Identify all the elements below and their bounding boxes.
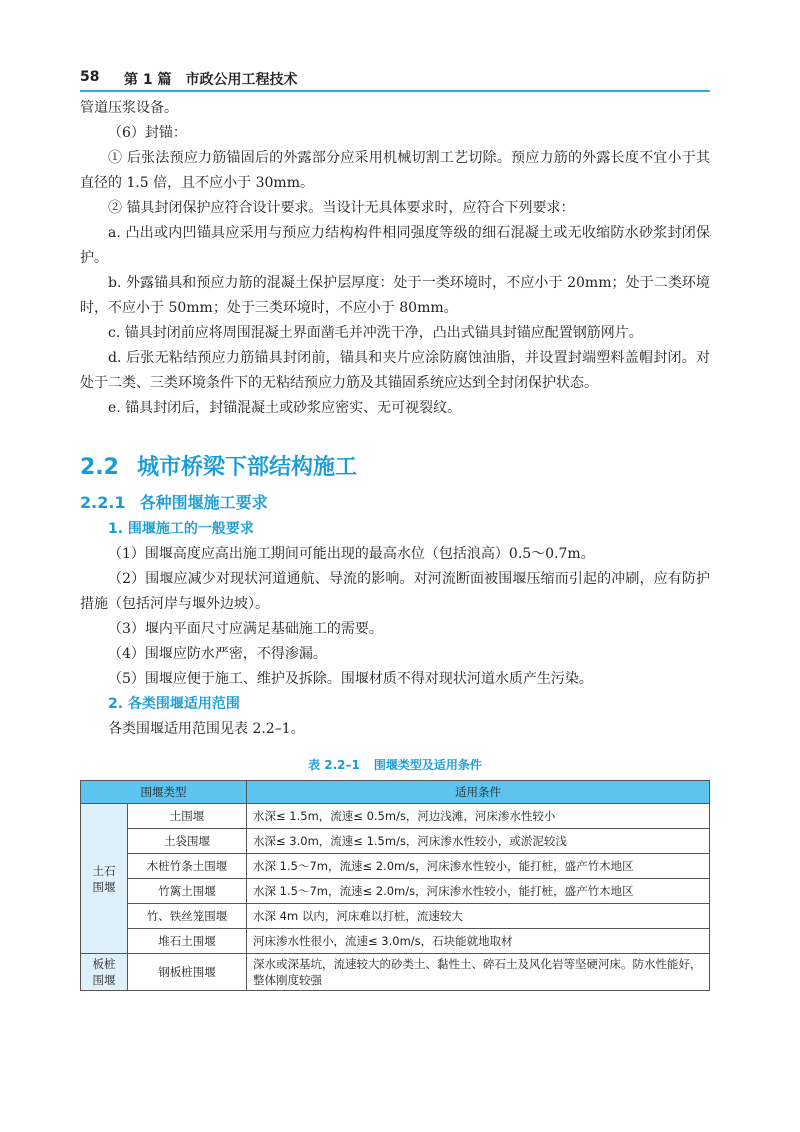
page-number: 58 [80,69,100,85]
table-row [81,804,710,829]
paragraph: （6）封锚： [108,125,187,141]
table-intro: 各类围堰适用范围见表 2.2–1。 [108,721,305,737]
table-row [81,929,710,954]
section-number: 2.2 [80,455,119,480]
condition-cell: 水深 1.5～7m，流速≤ 2.0m/s，河床渗水性较小，能打桩，盛产竹木地区 [247,854,710,879]
table-row [81,954,710,991]
type-cell: 堆石土围堰 [128,929,247,954]
heading-application-scope: 2. 各类围堰适用范围 [108,696,240,712]
requirement-item: （2）围堰应减少对现状河道通航、导流的影响。对河流断面被围堰压缩而引起的冲刷，应有防护措施（包括河岸与堰外边坡）。 [80,571,710,612]
condition-cell: 水深 1.5～7m，流速≤ 2.0m/s，河床渗水性较小，能打桩，盛产竹木地区 [247,879,710,904]
condition-cell: 水深≤ 3.0m，流速≤ 1.5m/s，河床渗水性较小，或淤泥较浅 [247,829,710,854]
table-row [81,854,710,879]
table-caption [80,754,710,776]
type-cell: 钢板桩围堰 [128,954,247,991]
subsection-number: 2.2.1 [80,493,126,512]
type-cell: 木桩竹条土围堰 [128,854,247,879]
column-header-conditions: 适用条件 [247,781,710,804]
requirement-item: （1）围堰高度应高出施工期间可能出现的最高水位（包括浪高）0.5～0.7m。 [108,546,595,562]
part-title: 第 1 篇 市政公用工程技术 [124,72,298,88]
requirement-item: （3）堰内平面尺寸应满足基础施工的需要。 [108,621,383,637]
type-cell: 土围堰 [128,804,247,829]
requirement-item: （5）围堰应便于施工、维护及拆除。围堰材质不得对现状河道水质产生污染。 [108,671,593,687]
column-header-type: 围堰类型 [81,781,247,804]
subsection-heading [80,489,710,517]
paragraph: e. 锚具封闭后，封锚混凝土或砂浆应密实、无可视裂纹。 [108,400,462,416]
condition-cell: 深水或深基坑，流速较大的砂类土、黏性土、碎石土及风化岩等坚硬河床。防水性能好，整体刚度较强 [247,954,710,991]
condition-cell: 河床渗水性很小，流速≤ 3.0m/s，石块能就地取材 [247,929,710,954]
page-content [80,96,710,991]
condition-cell: 水深 4m 以内，河床难以打桩，流速较大 [247,904,710,929]
table-row [81,829,710,854]
section-title: 城市桥梁下部结构施工 [136,455,357,480]
table-number: 表 2.2–1 [308,758,360,772]
paragraph: ① 后张法预应力筋锚固后的外露部分应采用机械切割工艺切除。预应力筋的外露长度不宜小于其直径的 1.5 倍，且不应小于 30mm。 [80,150,710,191]
paragraph: b. 外露锚具和预应力筋的混凝土保护层厚度：处于一类环境时，不应小于 20mm；处于二类环境时，不应小于 50mm；处于三类环境时，不应小于 80mm。 [80,275,710,316]
table-title: 围堰类型及适用条件 [373,758,482,772]
paragraph: d. 后张无粘结预应力筋锚具封闭前，锚具和夹片应涂防腐蚀油脂，并设置封端塑料盖帽封闭。对处于二类、三类环境条件下的无粘结预应力筋及其锚固系统应达到全封闭保护状态。 [80,350,710,391]
type-cell: 竹、铁丝笼围堰 [128,904,247,929]
type-cell: 竹篱土围堰 [128,879,247,904]
subsection-title: 各种围堰施工要求 [139,493,268,512]
type-cell: 土袋围堰 [128,829,247,854]
page-header [80,66,710,90]
section-heading [80,451,710,485]
category-cell: 板桩围堰 [81,954,128,991]
paragraph: ② 锚具封闭保护应符合设计要求。当设计无具体要求时，应符合下列要求： [108,200,575,216]
paragraph: a. 凸出或内凹锚具应采用与预应力结构构件相同强度等级的细石混凝土或无收缩防水砂浆封闭保护。 [80,225,710,266]
condition-cell: 水深≤ 1.5m，流速≤ 0.5m/s，河边浅滩，河床渗水性较小 [247,804,710,829]
heading-general-requirements: 1. 围堰施工的一般要求 [108,521,254,537]
requirement-item: （4）围堰应防水严密，不得渗漏。 [108,646,327,662]
paragraph: c. 锚具封闭前应将周围混凝土界面凿毛并冲洗干净，凸出式锚具封锚应配置钢筋网片。 [108,325,643,341]
table-header-row [81,781,710,804]
table-row [81,904,710,929]
category-cell: 土石围堰 [81,804,128,954]
cofferdam-table [80,780,710,991]
paragraph: 管道压浆设备。 [80,100,178,116]
table-row [81,879,710,904]
header-rule [80,90,710,92]
